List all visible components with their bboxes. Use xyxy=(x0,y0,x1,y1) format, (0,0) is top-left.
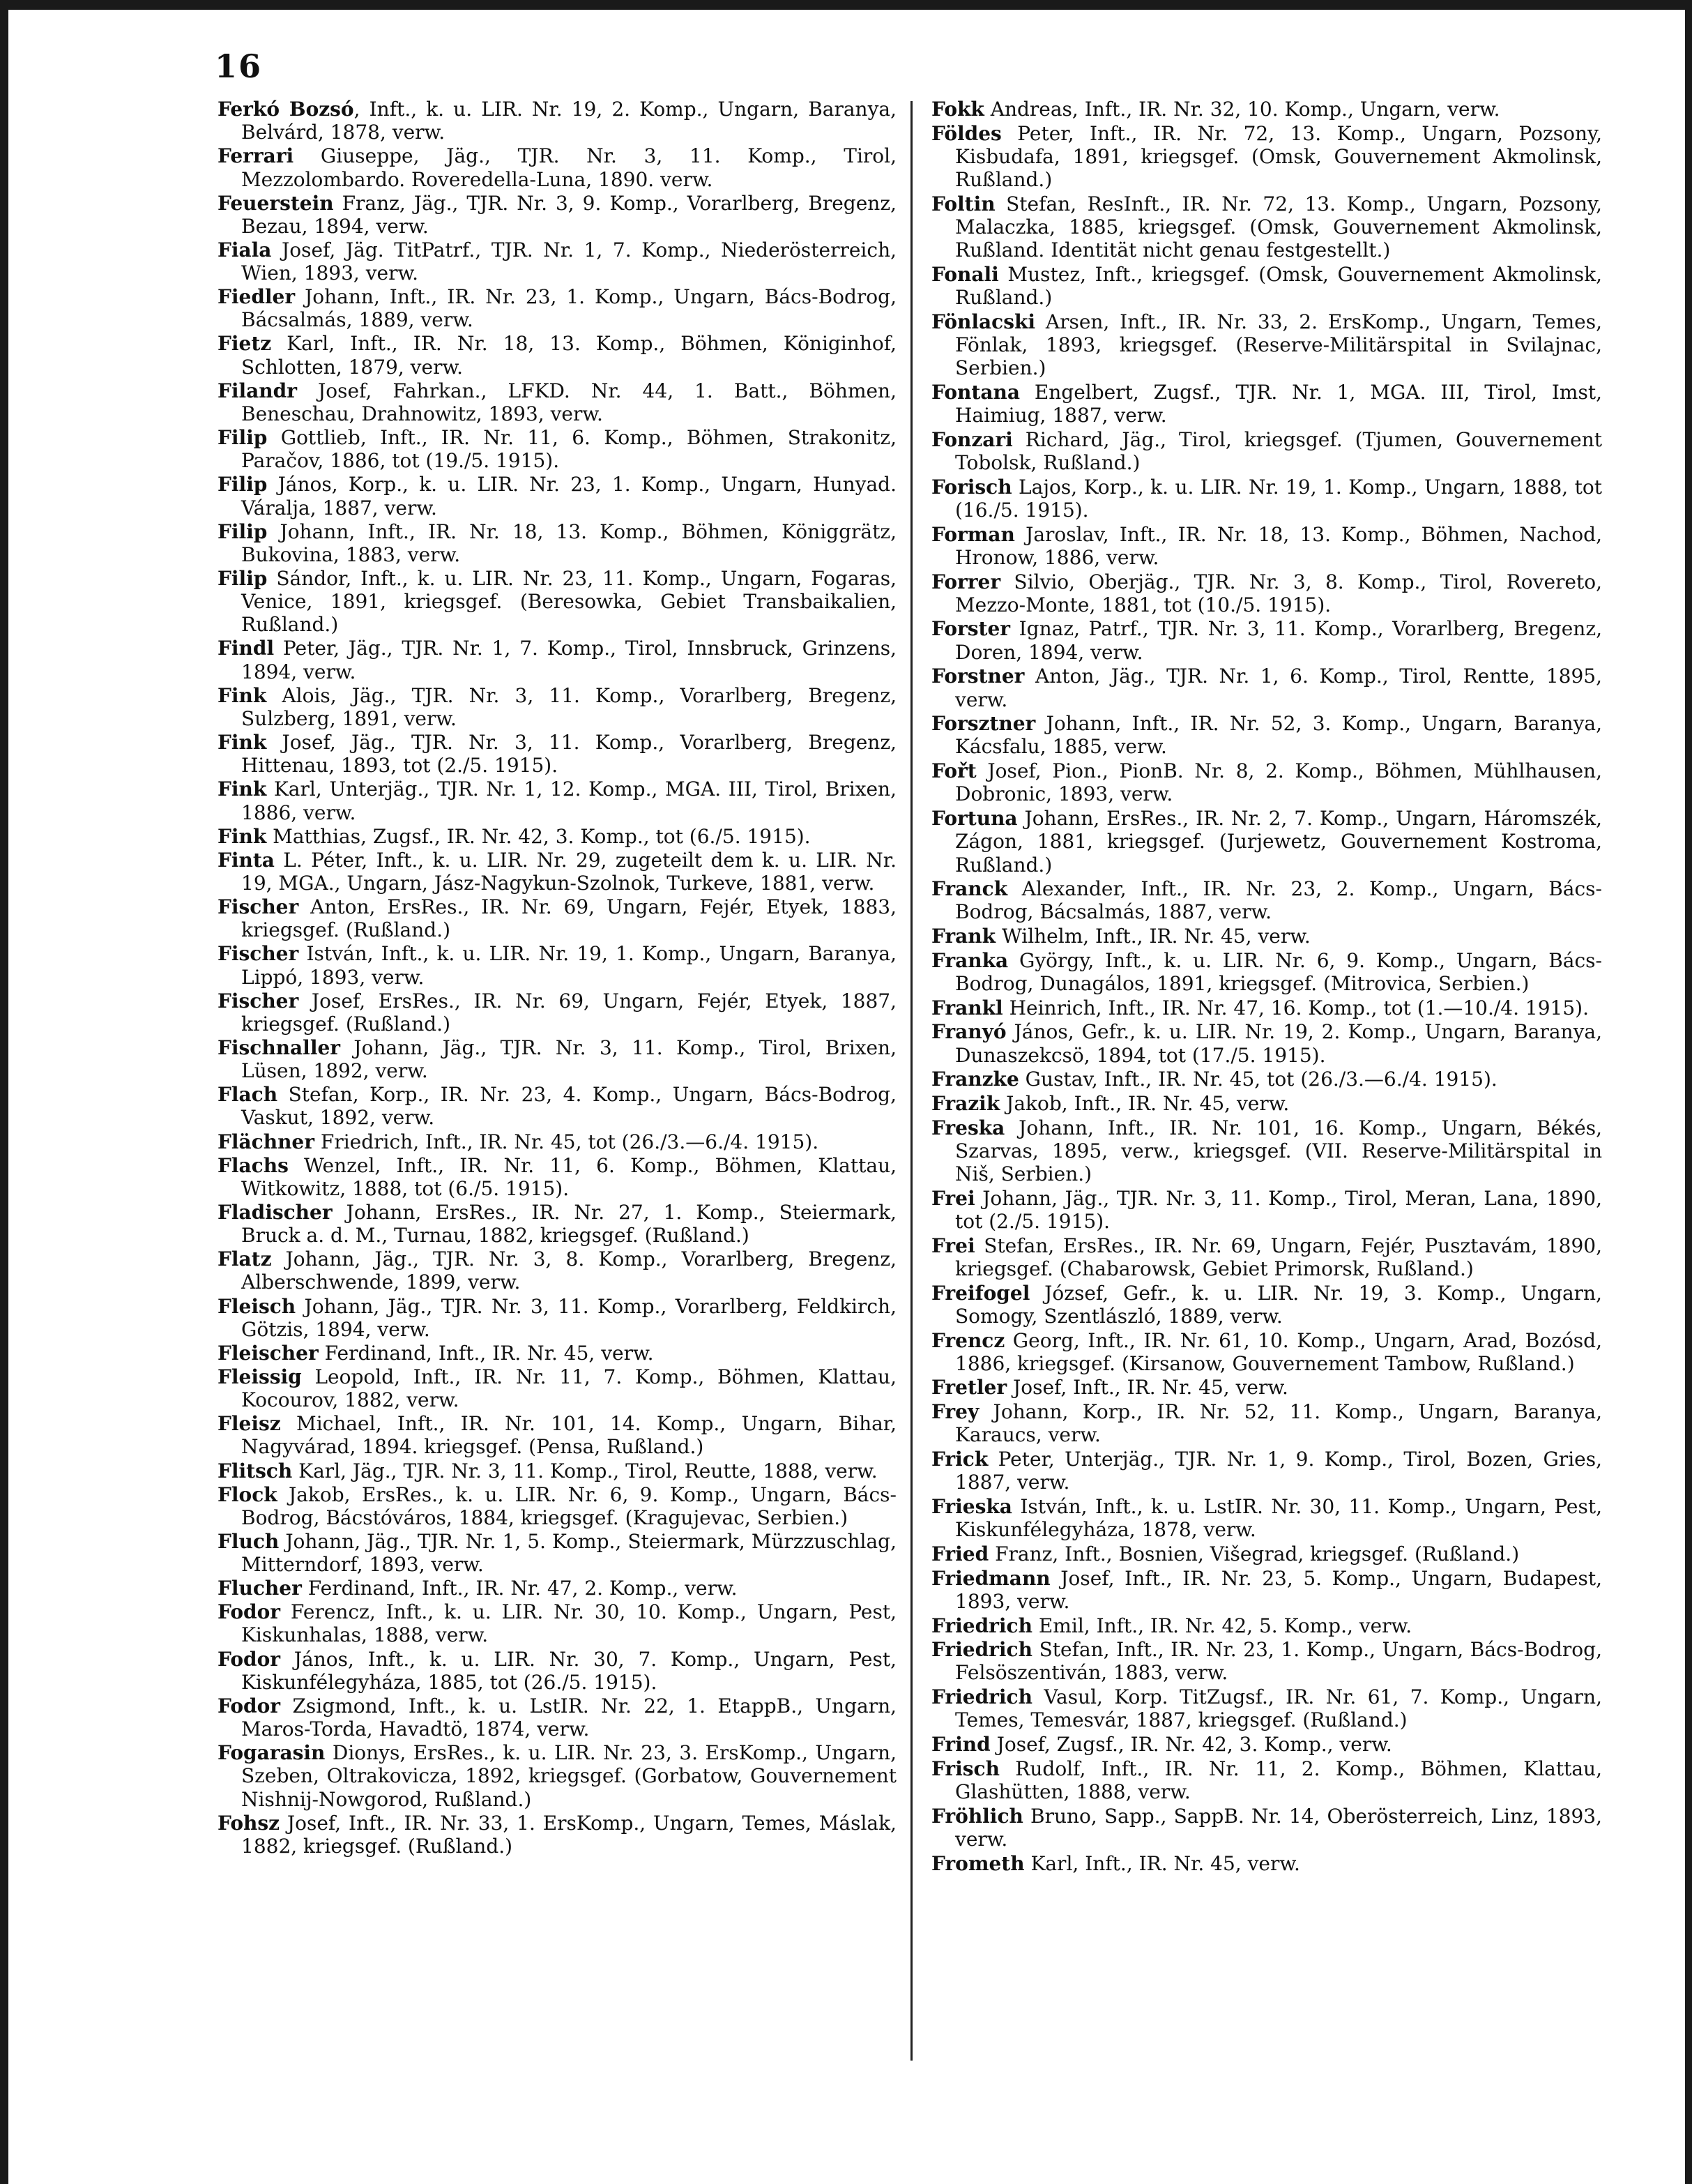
list-entry xyxy=(931,617,1602,663)
entry-details: Johann, Jäg., TJR. Nr. 3, 11. Komp., Tirol, Meran, Lana, 1890, tot (2./5. 1915). xyxy=(955,1186,1602,1234)
entry-surname: Ferrari xyxy=(218,144,294,168)
list-entry xyxy=(218,684,897,730)
list-entry xyxy=(931,665,1602,711)
list-entry xyxy=(218,1036,897,1082)
entry-details: Anton, ErsRes., IR. Nr. 69, Ungarn, Fejér, Etyek, 1883, kriegsgef. (Rußland.) xyxy=(241,895,897,942)
list-entry xyxy=(218,825,897,848)
scan-left-border xyxy=(0,0,8,2184)
entry-details: Josef, Inft., IR. Nr. 45, verw. xyxy=(1007,1376,1288,1400)
list-entry xyxy=(218,1342,897,1365)
list-entry xyxy=(218,285,897,331)
entry-details: János, Korp., k. u. LIR. Nr. 23, 1. Komp., Ungarn, Hunyad. Váralja, 1887, verw. xyxy=(241,473,897,520)
list-entry xyxy=(218,942,897,988)
entry-details: Mustez, Inft., kriegsgef. (Omsk, Gouvernement Akmolinsk, Rußland.) xyxy=(955,262,1602,310)
entry-surname: Forrer xyxy=(931,570,1001,593)
entry-surname: Fleischer xyxy=(218,1341,319,1365)
list-entry xyxy=(218,1295,897,1341)
entry-details: Peter, Inft., IR. Nr. 72, 13. Komp., Ungarn, Pozsony, Kisbudafa, 1891, kriegsgef. (Omsk, Gouvernement Akmolinsk, Rußland.) xyxy=(955,121,1602,192)
list-entry xyxy=(931,1068,1602,1091)
list-entry xyxy=(218,731,897,777)
entry-surname: Fischer xyxy=(218,895,299,919)
entry-details: Sándor, Inft., k. u. LIR. Nr. 23, 11. Komp., Ungarn, Fogaras, Venice, 1891, kriegsgef. (Beresowka, Gebiet Transbaikalien, Rußland.) xyxy=(241,566,897,637)
entry-surname: Franck xyxy=(931,877,1008,901)
list-entry xyxy=(931,1329,1602,1375)
entry-details: Leopold, Inft., IR. Nr. 11, 7. Komp., Böhmen, Klattau, Kocourov, 1882, verw. xyxy=(241,1365,897,1412)
entry-surname: Forisch xyxy=(931,475,1012,499)
entry-details: Johann, Jäg., TJR. Nr. 3, 11. Komp., Vorarlberg, Feldkirch, Götzis, 1894, verw. xyxy=(241,1294,897,1341)
list-entry xyxy=(931,1495,1602,1541)
entry-surname: Fönlacski xyxy=(931,310,1036,333)
list-entry xyxy=(218,426,897,472)
list-entry xyxy=(218,1577,897,1600)
entry-details: Silvio, Oberjäg., TJR. Nr. 3, 8. Komp., Tirol, Rovereto, Mezzo-Monte, 1881, tot (10./5. 1915). xyxy=(955,570,1602,616)
list-entry xyxy=(218,1365,897,1411)
entry-surname: Friedmann xyxy=(931,1566,1051,1590)
list-entry xyxy=(218,192,897,238)
entry-details: Josef, Zugsf., IR. Nr. 42, 3. Komp., verw. xyxy=(990,1733,1392,1757)
entry-details: Vasul, Korp. TitZugsf., IR. Nr. 61, 7. Komp., Ungarn, Temes, Temesvár, 1887, kriegsgef. (Rußland.) xyxy=(955,1685,1602,1732)
entry-details: István, Inft., k. u. LstIR. Nr. 30, 11. Komp., Ungarn, Pest, Kiskunfélegyháza, 1878, verw. xyxy=(955,1494,1602,1542)
list-entry xyxy=(218,1483,897,1529)
entry-details: Peter, Unterjäg., TJR. Nr. 1, 9. Komp., Tirol, Bozen, Gries, 1887, verw. xyxy=(955,1448,1602,1494)
entry-details: Johann, Inft., IR. Nr. 23, 1. Komp., Ungarn, Bács-Bodrog, Bácsalmás, 1889, verw. xyxy=(241,285,897,332)
entry-details: Heinrich, Inft., IR. Nr. 47, 16. Komp., tot (1.—10./4. 1915). xyxy=(1003,996,1590,1019)
entry-details: János, Inft., k. u. LIR. Nr. 30, 7. Komp., Ungarn, Pest, Kiskunfélegyháza, 1885, tot (26./5. 1915). xyxy=(241,1647,897,1694)
entry-details: Giuseppe, Jäg., TJR. Nr. 3, 11. Komp., Tirol, Mezzolombardo. Roveredella-Luna, 1890. verw. xyxy=(241,144,897,191)
list-entry xyxy=(931,1234,1602,1280)
entry-surname: Frencz xyxy=(931,1328,1005,1352)
entry-details: János, Gefr., k. u. LIR. Nr. 19, 2. Komp., Ungarn, Baranya, Dunaszekcsö, 1894, tot (17./5. 1915). xyxy=(955,1020,1602,1067)
entry-details: Johann, Jäg., TJR. Nr. 3, 8. Komp., Vorarlberg, Bregenz, Alberschwende, 1899, verw. xyxy=(241,1248,897,1294)
list-entry xyxy=(931,925,1602,948)
entry-details: Rudolf, Inft., IR. Nr. 11, 2. Komp., Böhmen, Klattau, Glashütten, 1888, verw. xyxy=(955,1757,1602,1803)
list-entry xyxy=(218,1648,897,1694)
entry-surname: Fonali xyxy=(931,262,999,286)
list-entry xyxy=(218,1741,897,1811)
entry-details: József, Gefr., k. u. LIR. Nr. 19, 3. Komp., Ungarn, Somogy, Szentlászló, 1889, verw. xyxy=(955,1281,1602,1328)
entry-surname: Fodor xyxy=(218,1647,281,1671)
entry-surname: Frind xyxy=(931,1733,991,1757)
entry-surname: Foltin xyxy=(931,192,996,215)
list-entry xyxy=(931,1852,1602,1875)
entry-details: Josef, Inft., IR. Nr. 33, 1. ErsKomp., Ungarn, Temes, Máslak, 1882, kriegsgef. (Rußland.) xyxy=(241,1811,897,1858)
entry-details: Georg, Inft., IR. Nr. 61, 10. Komp., Ungarn, Arad, Bozósd, 1886, kriegsgef. (Kirsanow, Gouvernement Tambow, Rußland.) xyxy=(955,1328,1602,1375)
entry-details: Karl, Unterjäg., TJR. Nr. 1, 12. Komp., MGA. III, Tirol, Brixen, 1886, verw. xyxy=(241,778,897,824)
list-entry xyxy=(931,1187,1602,1233)
entry-details: Gottlieb, Inft., IR. Nr. 11, 6. Komp., Böhmen, Strakonitz, Paračov, 1886, tot (19./5. 1915). xyxy=(241,426,897,473)
entry-surname: Fink xyxy=(218,683,267,707)
list-entry xyxy=(931,1614,1602,1637)
entry-surname: Fořt xyxy=(931,759,977,783)
list-entry xyxy=(218,567,897,637)
entry-surname: Fischer xyxy=(218,989,299,1013)
scan-right-border xyxy=(1685,0,1692,2184)
entry-details: István, Inft., k. u. LIR. Nr. 19, 1. Komp., Ungarn, Baranya, Lippó, 1893, verw. xyxy=(241,942,897,989)
entry-surname: Fretler xyxy=(931,1376,1007,1400)
entry-surname: Fodor xyxy=(218,1600,281,1624)
entry-surname: Friedrich xyxy=(931,1685,1032,1709)
entry-details: Jakob, ErsRes., k. u. LIR. Nr. 6, 9. Komp., Ungarn, Bács-Bodrog, Bácstóváros, 1884, kriegsgef. (Kragujevac, Serbien.) xyxy=(241,1482,897,1529)
entry-details: Stefan, ErsRes., IR. Nr. 69, Ungarn, Fejér, Pusztavám, 1890, kriegsgef. (Chabarowsk, Gebiet Primorsk, Rußland.) xyxy=(955,1234,1602,1280)
entry-surname: Fohsz xyxy=(218,1811,280,1835)
entry-details: Johann, ErsRes., IR. Nr. 27, 1. Komp., Steiermark, Bruck a. d. M., Turnau, 1882, kriegsgef. (Rußland.) xyxy=(241,1200,897,1248)
entry-surname: Flächner xyxy=(218,1130,314,1153)
entry-surname: Földes xyxy=(931,121,1002,145)
entry-surname: Flachs xyxy=(218,1153,289,1177)
list-entry xyxy=(931,192,1602,262)
entry-details: Richard, Jäg., Tirol, kriegsgef. (Tjumen, Gouvernement Tobolsk, Rußland.) xyxy=(955,427,1602,475)
entry-surname: Filip xyxy=(218,566,268,590)
scan-top-border xyxy=(0,0,1692,10)
entry-surname: Filip xyxy=(218,473,268,496)
entry-details: Johann, Inft., IR. Nr. 52, 3. Komp., Ungarn, Baranya, Kácsfalu, 1885, verw. xyxy=(955,712,1602,759)
list-entry xyxy=(218,1459,897,1482)
entry-details: Josef, ErsRes., IR. Nr. 69, Ungarn, Fejér, Etyek, 1887, kriegsgef. (Rußland.) xyxy=(241,989,897,1036)
entry-details: Jaroslav, Inft., IR. Nr. 18, 13. Komp., Böhmen, Nachod, Hronow, 1886, verw. xyxy=(955,522,1602,569)
entry-surname: Fortuna xyxy=(931,807,1018,831)
entry-surname: Frometh xyxy=(931,1851,1025,1875)
entry-details: Stefan, Inft., IR. Nr. 23, 1. Komp., Ungarn, Bács-Bodrog, Felsöszentiván, 1883, verw. xyxy=(955,1638,1602,1685)
list-entry xyxy=(218,1812,897,1858)
list-entry xyxy=(931,1542,1602,1565)
list-entry xyxy=(931,381,1602,427)
entry-details: Michael, Inft., IR. Nr. 101, 14. Komp., Ungarn, Bihar, Nagyvárad, 1894. kriegsgef. (Pensa, Rußland.) xyxy=(241,1412,897,1459)
entry-details: Gustav, Inft., IR. Nr. 45, tot (26./3.—6./4. 1915). xyxy=(1019,1068,1497,1091)
entry-details: Lajos, Korp., k. u. LIR. Nr. 19, 1. Komp., Ungarn, 1888, tot (16./5. 1915). xyxy=(955,475,1602,522)
entry-surname: Forstner xyxy=(931,665,1025,688)
list-entry xyxy=(931,1092,1602,1115)
list-entry xyxy=(931,1020,1602,1066)
list-entry xyxy=(931,1805,1602,1851)
entry-details: Bruno, Sapp., SappB. Nr. 14, Oberösterreich, Linz, 1893, verw. xyxy=(955,1804,1602,1851)
entry-details: Josef, Pion., PionB. Nr. 8, 2. Komp., Böhmen, Mühlhausen, Dobronic, 1893, verw. xyxy=(955,759,1602,806)
entry-surname: Feuerstein xyxy=(218,191,334,215)
list-entry xyxy=(931,996,1602,1019)
entry-surname: Frieska xyxy=(931,1494,1012,1518)
entry-surname: Fontana xyxy=(931,380,1020,404)
list-entry xyxy=(931,1685,1602,1731)
right-column xyxy=(931,98,1602,1876)
entry-details: Andreas, Inft., IR. Nr. 32, 10. Komp., Ungarn, verw. xyxy=(984,98,1500,121)
list-entry xyxy=(931,1448,1602,1494)
list-entry xyxy=(931,98,1602,121)
entry-surname: Finta xyxy=(218,848,275,872)
list-entry xyxy=(218,1130,897,1153)
list-entry xyxy=(931,310,1602,380)
list-entry xyxy=(218,895,897,941)
entry-surname: Franzke xyxy=(931,1068,1019,1091)
list-entry xyxy=(931,759,1602,805)
entry-surname: Fodor xyxy=(218,1694,281,1717)
list-entry xyxy=(218,520,897,566)
list-entry xyxy=(218,1248,897,1294)
list-entry xyxy=(931,122,1602,192)
entry-surname: Flatz xyxy=(218,1248,272,1271)
entry-surname: Flitsch xyxy=(218,1459,293,1482)
entry-details: Peter, Jäg., TJR. Nr. 1, 7. Komp., Tirol, Innsbruck, Grinzens, 1894, verw. xyxy=(241,637,897,683)
entry-details: L. Péter, Inft., k. u. LIR. Nr. 29, zugeteilt dem k. u. LIR. Nr. 19, MGA., Ungarn, Jász-Nagykun-Szolnok, Turkeve, 1881, verw. xyxy=(241,848,897,895)
list-entry xyxy=(931,263,1602,309)
list-entry xyxy=(931,949,1602,995)
entry-surname: Flock xyxy=(218,1482,277,1506)
entry-details: Ignaz, Patrf., TJR. Nr. 3, 11. Komp., Vorarlberg, Bregenz, Doren, 1894, verw. xyxy=(955,617,1602,664)
list-entry xyxy=(218,849,897,895)
entry-surname: Fleisz xyxy=(218,1412,281,1436)
list-entry xyxy=(218,1600,897,1646)
list-entry xyxy=(931,1757,1602,1803)
entry-details: György, Inft., k. u. LIR. Nr. 6, 9. Komp., Ungarn, Bács-Bodrog, Dunagálos, 1891, kriegsgef. (Mitrovica, Serbien.) xyxy=(955,948,1602,996)
entry-details: Johann, Jäg., TJR. Nr. 1, 5. Komp., Steiermark, Mürzzuschlag, Mitterndorf, 1893, verw. xyxy=(241,1529,897,1577)
column-divider xyxy=(910,101,913,2061)
list-entry xyxy=(931,1376,1602,1399)
entry-surname: Fink xyxy=(218,778,267,801)
entry-details: Emil, Inft., IR. Nr. 42, 5. Komp., verw. xyxy=(1032,1614,1412,1637)
entry-surname: Freifogel xyxy=(931,1281,1030,1305)
entry-surname: Forman xyxy=(931,522,1015,546)
entry-surname: Forster xyxy=(931,617,1011,641)
list-entry xyxy=(218,637,897,683)
entry-details: Anton, Jäg., TJR. Nr. 1, 6. Komp., Tirol, Rentte, 1895, verw. xyxy=(955,665,1602,711)
entry-details: Alexander, Inft., IR. Nr. 23, 2. Komp., Ungarn, Bács-Bodrog, Bácsalmás, 1887, verw. xyxy=(955,877,1602,924)
entry-details: Josef, Fahrkan., LFKD. Nr. 44, 1. Batt., Böhmen, Beneschau, Drahnowitz, 1893, verw. xyxy=(241,379,897,425)
entry-surname: Frei xyxy=(931,1234,975,1257)
entry-surname: Fröhlich xyxy=(931,1804,1023,1828)
entry-surname: Franka xyxy=(931,948,1009,972)
entry-surname: Fiedler xyxy=(218,285,296,309)
entry-surname: Frei xyxy=(931,1186,975,1210)
entry-details: Josef, Inft., IR. Nr. 23, 5. Komp., Ungarn, Budapest, 1893, verw. xyxy=(955,1566,1602,1613)
entry-surname: Filandr xyxy=(218,379,297,402)
list-entry xyxy=(218,379,897,425)
entry-surname: Filip xyxy=(218,426,268,450)
entry-surname: Frankl xyxy=(931,996,1003,1019)
list-entry xyxy=(218,473,897,519)
entry-surname: Frisch xyxy=(931,1757,1000,1780)
entry-surname: Flach xyxy=(218,1083,278,1107)
list-entry xyxy=(931,1733,1602,1756)
entry-surname: Fiala xyxy=(218,238,272,261)
list-entry xyxy=(931,1116,1602,1186)
entry-details: Johann, Korp., IR. Nr. 52, 11. Komp., Ungarn, Baranya, Karaucs, verw. xyxy=(955,1400,1602,1447)
entry-surname: Freska xyxy=(931,1116,1005,1139)
entry-surname: Fogarasin xyxy=(218,1741,326,1765)
entry-details: Johann, Jäg., TJR. Nr. 3, 11. Komp., Tirol, Brixen, Lüsen, 1892, verw. xyxy=(241,1036,897,1083)
entry-details: Wenzel, Inft., IR. Nr. 11, 6. Komp., Böhmen, Klattau, Witkowitz, 1888, tot (6./5. 1915). xyxy=(241,1153,897,1200)
list-entry xyxy=(218,778,897,824)
entry-surname: Fokk xyxy=(931,98,984,121)
entry-surname: Fischnaller xyxy=(218,1036,341,1059)
entry-surname: Fleisch xyxy=(218,1294,296,1318)
list-entry xyxy=(931,428,1602,474)
entry-details: Josef, Jäg., TJR. Nr. 3, 11. Komp., Vorarlberg, Bregenz, Hittenau, 1893, tot (2./5. 1915). xyxy=(241,731,897,778)
list-entry xyxy=(931,877,1602,923)
entry-surname: Franyó xyxy=(931,1020,1007,1044)
entry-details: Friedrich, Inft., IR. Nr. 45, tot (26./3.—6./4. 1915). xyxy=(314,1130,819,1153)
entry-details: Ferdinand, Inft., IR. Nr. 45, verw. xyxy=(318,1341,654,1365)
entry-surname: Friedrich xyxy=(931,1614,1032,1637)
entry-details: Josef, Jäg. TitPatrf., TJR. Nr. 1, 7. Komp., Niederösterreich, Wien, 1893, verw. xyxy=(241,238,897,285)
list-entry xyxy=(218,1694,897,1741)
entry-details: Stefan, Korp., IR. Nr. 23, 4. Komp., Ungarn, Bács-Bodrog, Vaskut, 1892, verw. xyxy=(241,1083,897,1130)
list-entry xyxy=(931,570,1602,616)
entry-details: Alois, Jäg., TJR. Nr. 3, 11. Komp., Vorarlberg, Bregenz, Sulzberg, 1891, verw. xyxy=(241,683,897,730)
list-entry xyxy=(931,1638,1602,1684)
entry-surname: Forsztner xyxy=(931,712,1036,736)
entry-surname: Fietz xyxy=(218,332,272,356)
list-entry xyxy=(218,98,897,144)
entry-surname: Frank xyxy=(931,925,996,948)
list-entry xyxy=(218,332,897,378)
entry-surname: Frey xyxy=(931,1400,980,1424)
list-entry xyxy=(218,144,897,190)
entry-details: Johann, Inft., IR. Nr. 18, 13. Komp., Böhmen, Königgrätz, Bukovina, 1883, verw. xyxy=(241,520,897,566)
entry-surname: Ferkó Bozsó xyxy=(218,98,354,121)
list-entry xyxy=(218,1530,897,1576)
entry-details: , Inft., k. u. LIR. Nr. 19, 2. Komp., Ungarn, Baranya, Belvárd, 1878, verw. xyxy=(241,98,897,144)
left-column xyxy=(218,98,897,1858)
list-entry xyxy=(218,1201,897,1247)
entry-surname: Fischer xyxy=(218,942,299,966)
entry-details: Karl, Inft., IR. Nr. 18, 13. Komp., Böhmen, Königinhof, Schlotten, 1879, verw. xyxy=(241,332,897,379)
entry-details: Dionys, ErsRes., k. u. LIR. Nr. 23, 3. ErsKomp., Ungarn, Szeben, Oltrakovicza, 1892, kriegsgef. (Gorbatow, Gouvernement Nishnij-Nowgorod, Rußland.) xyxy=(241,1741,897,1811)
entry-surname: Fladischer xyxy=(218,1200,333,1224)
entry-surname: Fleissig xyxy=(218,1365,302,1388)
list-entry xyxy=(931,1567,1602,1613)
entry-details: Franz, Jäg., TJR. Nr. 3, 9. Komp., Vorarlberg, Bregenz, Bezau, 1894, verw. xyxy=(241,191,897,238)
entry-details: Ferencz, Inft., k. u. LIR. Nr. 30, 10. Komp., Ungarn, Pest, Kiskunhalas, 1888, verw. xyxy=(241,1600,897,1647)
entry-surname: Fluch xyxy=(218,1529,280,1553)
entry-surname: Filip xyxy=(218,520,268,543)
list-entry xyxy=(931,712,1602,758)
entry-details: Karl, Inft., IR. Nr. 45, verw. xyxy=(1024,1851,1300,1875)
list-entry xyxy=(931,1282,1602,1328)
entry-details: Arsen, Inft., IR. Nr. 33, 2. ErsKomp., Ungarn, Temes, Fönlak, 1893, kriegsgef. (Reserve-Militärspital in Svilajnac, Serbien.) xyxy=(955,310,1602,380)
entry-surname: Friedrich xyxy=(931,1638,1032,1662)
entry-details: Franz, Inft., Bosnien, Višegrad, kriegsgef. (Rußland.) xyxy=(989,1542,1520,1565)
entry-surname: Fink xyxy=(218,824,267,848)
list-entry xyxy=(218,238,897,285)
entry-surname: Findl xyxy=(218,637,275,660)
entry-details: Matthias, Zugsf., IR. Nr. 42, 3. Komp., tot (6./5. 1915). xyxy=(266,824,811,848)
entry-details: Johann, ErsRes., IR. Nr. 2, 7. Komp., Ungarn, Háromszék, Zágon, 1881, kriegsgef. (Jurjewetz, Gouvernement Kostroma, Rußland.) xyxy=(955,807,1602,877)
list-entry xyxy=(218,989,897,1036)
entry-surname: Frick xyxy=(931,1448,989,1471)
list-entry xyxy=(931,1400,1602,1446)
entry-details: Ferdinand, Inft., IR. Nr. 47, 2. Komp., verw. xyxy=(301,1577,738,1600)
entry-details: Wilhelm, Inft., IR. Nr. 45, verw. xyxy=(996,925,1311,948)
entry-surname: Frazik xyxy=(931,1092,1000,1116)
entry-surname: Fink xyxy=(218,731,267,754)
entry-details: Stefan, ResInft., IR. Nr. 72, 13. Komp., Ungarn, Pozsony, Malaczka, 1885, kriegsgef. (Omsk, Gouvernement Akmolinsk, Rußland. Identität nicht genau festgestellt.) xyxy=(955,192,1602,262)
page-number: 16 xyxy=(215,47,263,85)
list-entry xyxy=(218,1154,897,1200)
entry-surname: Fonzari xyxy=(931,427,1013,451)
list-entry xyxy=(218,1083,897,1129)
entry-details: Engelbert, Zugsf., TJR. Nr. 1, MGA. III, Tirol, Imst, Haimiug, 1887, verw. xyxy=(955,380,1602,427)
list-entry xyxy=(931,807,1602,877)
list-entry xyxy=(931,523,1602,569)
entry-surname: Flucher xyxy=(218,1577,302,1600)
entry-surname: Fried xyxy=(931,1542,989,1565)
list-entry xyxy=(218,1412,897,1458)
entry-details: Zsigmond, Inft., k. u. LstIR. Nr. 22, 1. EtappB., Ungarn, Maros-Torda, Havadtö, 1874, verw. xyxy=(241,1694,897,1741)
entry-details: Karl, Jäg., TJR. Nr. 3, 11. Komp., Tirol, Reutte, 1888, verw. xyxy=(292,1459,878,1482)
list-entry xyxy=(931,476,1602,522)
entry-details: Jakob, Inft., IR. Nr. 45, verw. xyxy=(1000,1092,1290,1116)
entry-details: Johann, Inft., IR. Nr. 101, 16. Komp., Ungarn, Békés, Szarvas, 1895, verw., kriegsgef. (VII. Reserve-Militärspital in Niš, Serbien.) xyxy=(955,1116,1602,1186)
